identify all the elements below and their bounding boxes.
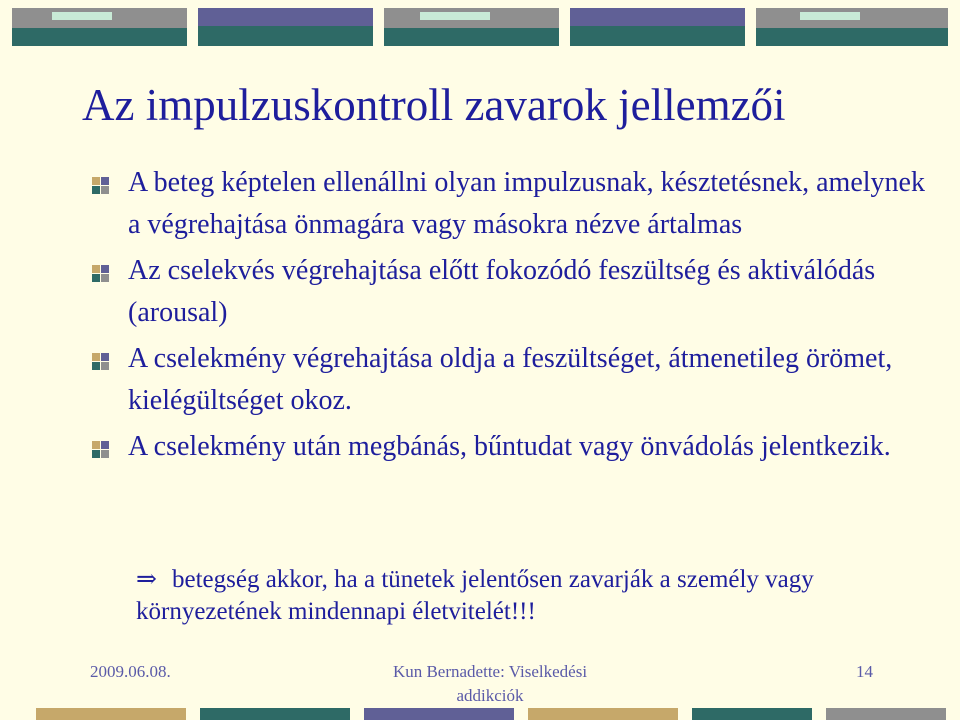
square-bullet-icon xyxy=(92,353,109,370)
page-number: 14 xyxy=(856,662,873,681)
band-tile xyxy=(800,12,860,20)
square-bullet-icon xyxy=(92,441,109,458)
bottom-decorative-band xyxy=(0,708,960,720)
square-bullet-icon xyxy=(92,177,109,194)
band-tile xyxy=(384,28,559,46)
slide-title: Az impulzuskontroll zavarok jellemzői xyxy=(82,80,786,130)
sub-point-text: betegség akkor, ha a tünetek jelentősen zavarják a személy vagy környezetének mindennapi életvitelét!!! xyxy=(136,566,814,625)
band-tile xyxy=(420,12,490,20)
bullet-item xyxy=(92,338,942,422)
band-tile xyxy=(528,708,678,720)
double-arrow-icon: ⇒ xyxy=(136,566,157,593)
bullet-text: A beteg képtelen ellenállni olyan impulzusnak, késztetésnek, amelynek a végrehajtása önmagára vagy másokra nézve ártalmas xyxy=(128,167,925,240)
band-tile xyxy=(570,26,745,46)
bullet-item xyxy=(92,162,942,246)
band-tile xyxy=(12,28,187,46)
band-tile xyxy=(756,28,948,46)
top-decorative-band xyxy=(0,8,960,48)
band-tile xyxy=(36,708,186,720)
band-tile xyxy=(692,708,812,720)
footer-title: Kun Bernadette: Viselkedési addikciók xyxy=(392,662,588,705)
bullet-item xyxy=(92,426,942,468)
band-tile xyxy=(52,12,112,20)
band-tile xyxy=(826,708,946,720)
sub-point xyxy=(136,564,946,628)
bullet-text: A cselekmény után megbánás, bűntudat vagy önvádolás jelentkezik. xyxy=(128,431,891,462)
band-tile xyxy=(200,708,350,720)
footer-date: 2009.06.08. xyxy=(90,662,171,681)
square-bullet-icon xyxy=(92,265,109,282)
band-tile xyxy=(364,708,514,720)
band-tile xyxy=(198,26,373,46)
bullet-text: Az cselekvés végrehajtása előtt fokozódó feszültség és aktiválódás (arousal) xyxy=(128,255,876,328)
bullet-list xyxy=(92,162,942,472)
bullet-text: A cselekmény végrehajtása oldja a feszültséget, átmenetileg örömet, kielégültséget okoz. xyxy=(128,343,893,416)
bullet-item xyxy=(92,250,942,334)
